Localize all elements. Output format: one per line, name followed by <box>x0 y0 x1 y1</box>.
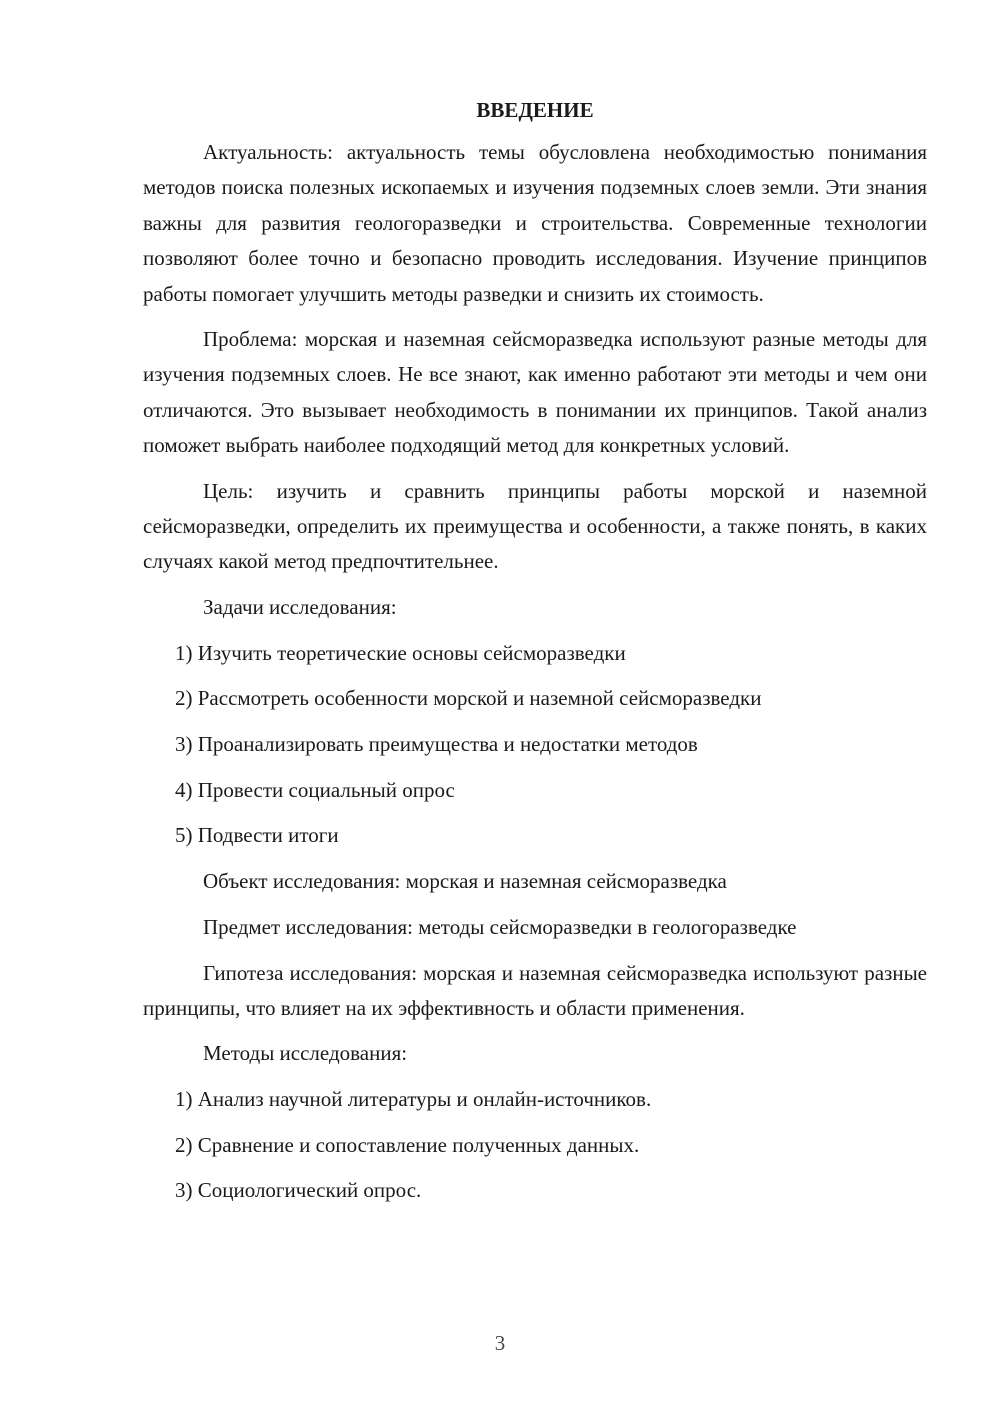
research-object: Объект исследования: морская и наземная сейсморазведка <box>203 869 727 894</box>
research-subject: Предмет исследования: методы сейсморазведки в геологоразведке <box>203 914 797 939</box>
page-title: ВВЕДЕНИЕ <box>476 98 594 122</box>
document-page <box>143 95 927 1219</box>
problem-paragraph: Проблема: морская и наземная сейсморазведка используют разные методы для изучения подземных слоев. Не все знают, как именно работают эти методы и чем они отличаются. Это вызывает необходимость в понимании их принципов. Такой анализ поможет выбрать наиболее подходящий метод для конкретных условий. <box>143 327 927 458</box>
tasks-heading: Задачи исследования: <box>203 594 397 619</box>
relevance-paragraph: Актуальность: актуальность темы обусловлена необходимостью понимания методов поиска полезных ископаемых и изучения подземных слоев земли. Эти знания важны для развития геологоразведки и строительства. Современные технологии позволяют более точно и безопасно проводить исследования. Изучение принципов работы помогает улучшить методы разведки и снизить их стоимость. <box>143 140 927 306</box>
task-item: 2) Рассмотреть особенности морской и наземной сейсморазведки <box>175 686 762 711</box>
task-item: 5) Подвести итоги <box>175 823 339 848</box>
task-item: 4) Провести социальный опрос <box>175 777 455 802</box>
methods-heading: Методы исследования: <box>203 1041 408 1066</box>
task-item: 1) Изучить теоретические основы сейсморазведки <box>175 640 626 665</box>
goal-paragraph: Цель: изучить и сравнить принципы работы морской и наземной сейсморазведки, определить их преимущества и особенности, а также понять, в каких случаях какой метод предпочтительнее. <box>143 478 927 574</box>
method-item: 1) Анализ научной литературы и онлайн-источников. <box>175 1087 652 1112</box>
page-number: 3 <box>494 1331 506 1355</box>
task-item: 3) Проанализировать преимущества и недостатки методов <box>175 731 698 756</box>
method-item: 2) Сравнение и сопоставление полученных данных. <box>175 1132 640 1157</box>
method-item: 3) Социологический опрос. <box>175 1178 422 1203</box>
hypothesis-paragraph: Гипотеза исследования: морская и наземная сейсморазведка используют разные принципы, что влияет на их эффективность и области применения. <box>143 960 927 1020</box>
